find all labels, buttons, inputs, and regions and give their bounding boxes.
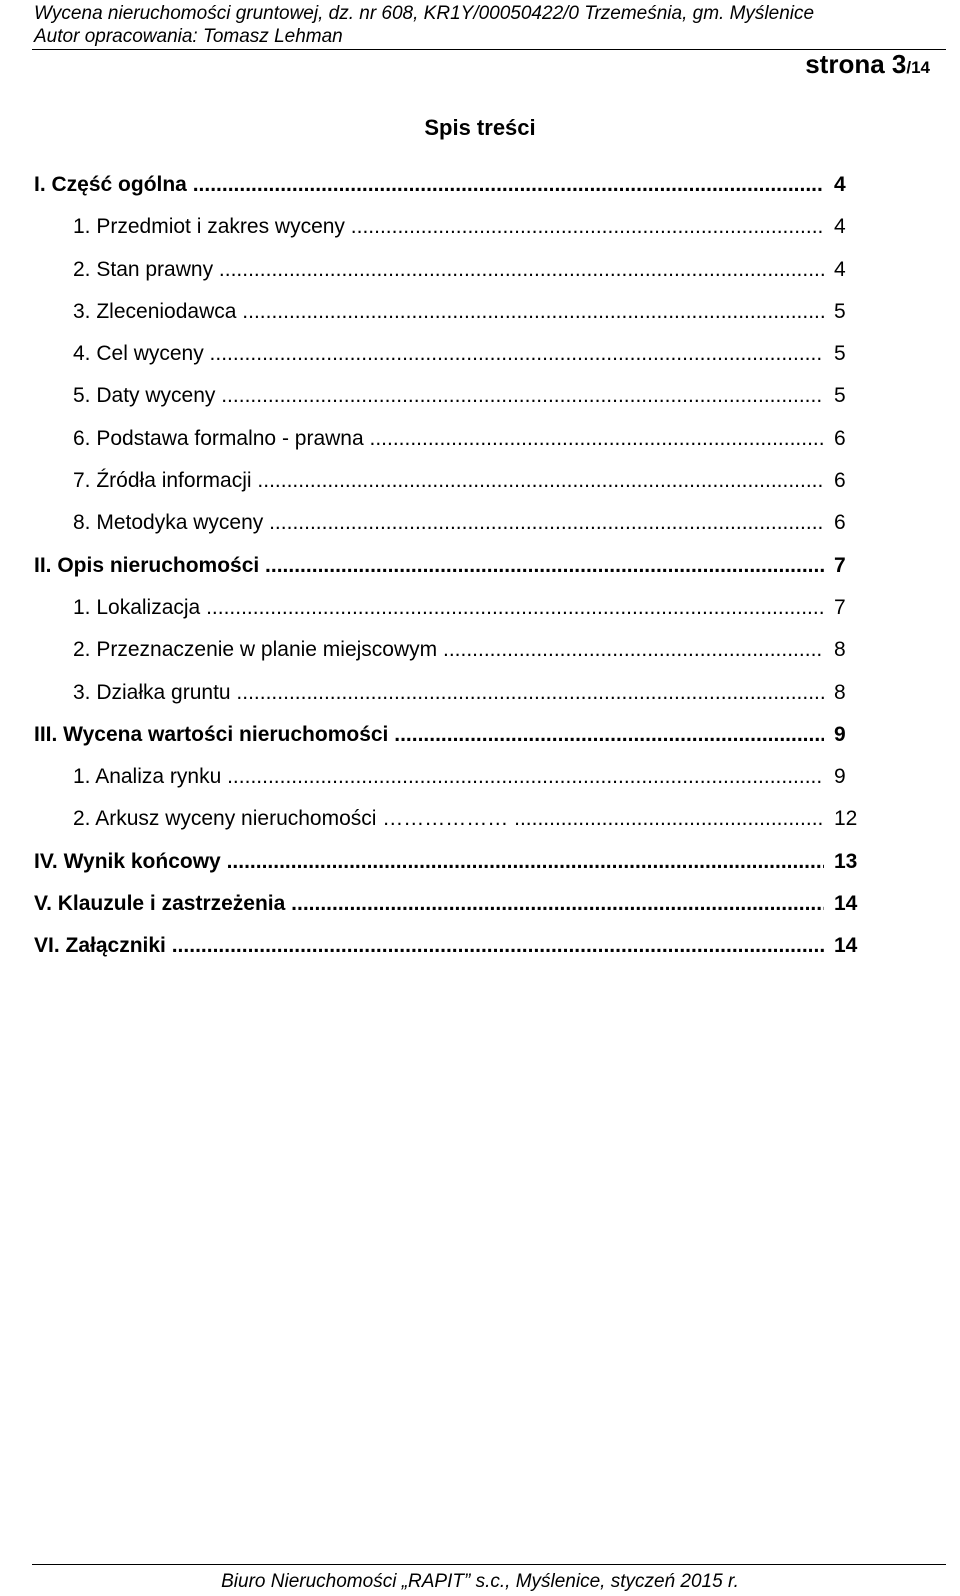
toc-entry-label: II. Opis nieruchomości .....: [34, 551, 824, 581]
toc-entry-label: I. Część ogólna .....: [34, 170, 824, 200]
toc-entry-label: 1. Analiza rynku .....: [73, 762, 824, 792]
toc-entry-page: 5: [834, 342, 846, 366]
header-title: Wycena nieruchomości gruntowej, dz. nr 608, KR1Y/00050422/0 Trzemeśnia, gm. Myślenice: [34, 3, 815, 24]
toc-entry-page: 9: [834, 722, 846, 746]
toc-entry-page: 8: [834, 638, 846, 662]
toc-entry-page: 4: [834, 257, 846, 281]
toc-entry[interactable]: [34, 931, 864, 973]
toc-entry[interactable]: [34, 678, 864, 720]
toc-entry[interactable]: [34, 551, 864, 593]
toc-entry-page: 6: [834, 511, 846, 535]
toc-entry[interactable]: [34, 255, 864, 297]
toc-entry[interactable]: [34, 889, 864, 931]
page-number-label: strona 3: [805, 49, 907, 79]
toc-entry-label: V. Klauzule i zastrzeżenia .....: [34, 889, 824, 919]
toc-entry[interactable]: [34, 339, 864, 381]
toc-entry-label: 7. Źródła informacji .....: [73, 466, 824, 496]
toc-entry[interactable]: [34, 170, 864, 212]
toc-entry[interactable]: [34, 381, 864, 423]
toc-entry[interactable]: [34, 212, 864, 254]
toc-entry-label: 2. Przeznaczenie w planie miejscowym .....: [73, 635, 824, 665]
toc-entry-label: 6. Podstawa formalno - prawna .....: [73, 424, 824, 454]
table-of-contents: [34, 170, 864, 974]
toc-entry[interactable]: [34, 635, 864, 677]
toc-entry-label: 2. Stan prawny .....: [73, 255, 824, 285]
toc-entry-label: 3. Działka gruntu .....: [73, 678, 824, 708]
toc-entry-page: 4: [834, 215, 846, 239]
toc-entry-page: 14: [834, 892, 858, 916]
toc-entry[interactable]: [34, 804, 864, 846]
toc-entry-page: 12: [834, 807, 858, 831]
page-number: [805, 48, 930, 84]
toc-entry[interactable]: [34, 720, 864, 762]
toc-entry[interactable]: [34, 508, 864, 550]
toc-entry-page: 6: [834, 469, 846, 493]
toc-entry-page: 5: [834, 299, 846, 323]
toc-entry-page: 13: [834, 849, 858, 873]
toc-entry-label: IV. Wynik końcowy .....: [34, 847, 824, 877]
toc-entry-label: 1. Przedmiot i zakres wyceny .....: [73, 212, 824, 242]
toc-entry-page: 8: [834, 680, 846, 704]
toc-entry-page: 4: [834, 173, 846, 196]
toc-entry-page: 5: [834, 384, 846, 408]
toc-entry-label: III. Wycena wartości nieruchomości .....: [34, 720, 824, 750]
toc-entry-page: 7: [834, 595, 846, 619]
page-number-total: /14: [906, 58, 930, 77]
toc-entry-label: VI. Załączniki .....: [34, 931, 824, 961]
toc-entry-page: 7: [834, 553, 846, 577]
toc-entry[interactable]: [34, 593, 864, 635]
toc-entry-page: 9: [834, 765, 846, 789]
footer-divider: [32, 1564, 946, 1565]
toc-entry-label: 3. Zleceniodawca .....: [73, 297, 824, 327]
toc-entry-page: 6: [834, 426, 846, 450]
toc-entry-label: 2. Arkusz wyceny nieruchomości ……………… .....: [73, 804, 824, 834]
toc-entry-label: 1. Lokalizacja .....: [73, 593, 824, 623]
toc-entry[interactable]: [34, 847, 864, 889]
toc-entry-label: 4. Cel wyceny .....: [73, 339, 824, 369]
toc-entry[interactable]: [34, 297, 864, 339]
running-footer: Biuro Nieruchomości „RAPIT” s.c., Myślenice, styczeń 2015 r.: [221, 1571, 739, 1592]
toc-title: Spis treści: [424, 115, 536, 140]
running-header: [34, 2, 934, 48]
toc-entry-page: 14: [834, 934, 858, 958]
toc-entry[interactable]: [34, 466, 864, 508]
toc-entry-label: 5. Daty wyceny .....: [73, 381, 824, 411]
toc-entry-label: 8. Metodyka wyceny .....: [73, 508, 824, 538]
toc-entry[interactable]: [34, 762, 864, 804]
toc-entry[interactable]: [34, 424, 864, 466]
header-author: Autor opracowania: Tomasz Lehman: [34, 26, 343, 47]
